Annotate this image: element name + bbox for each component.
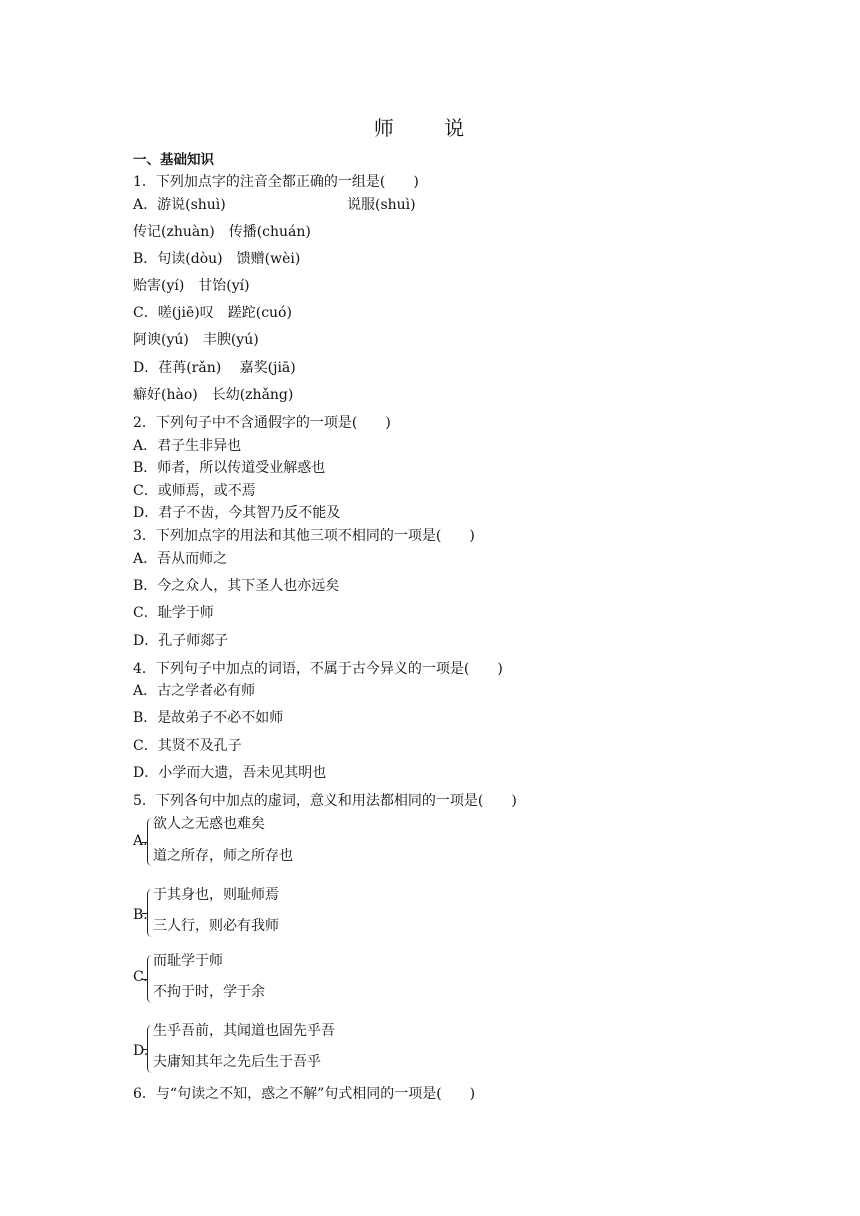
brace-line-1: 而耻学于师 <box>153 953 223 969</box>
question-1-option-a-line-1b: 说服(shuì) <box>347 197 416 213</box>
page-title: 师 说 <box>373 116 487 140</box>
question-1-stem: 1．下列加点字的注音全都正确的一组是( ) <box>133 174 419 190</box>
brace-line-1: 于其身也，则耻师焉 <box>153 887 279 903</box>
brace-line-2: 夫庸知其年之先后生于吾乎 <box>153 1054 321 1070</box>
option-label: C. <box>133 969 148 985</box>
option-label: B. <box>133 907 148 923</box>
brace-line-2: 道之所存，师之所存也 <box>153 848 293 864</box>
question-6-stem: 6．与“句读之不知，惑之不解”句式相同的一项是( ) <box>133 1086 476 1102</box>
question-1-option-d-line-2: 癖好(hào) 长幼(zhǎng) <box>133 387 294 403</box>
question-2-option-d: D．君子不齿，今其智乃反不能及 <box>133 505 341 521</box>
question-1-option-a-line-1: A．游说(shuì) <box>133 197 226 213</box>
question-5-stem: 5．下列各句中加点的虚词，意义和用法都相同的一项是( ) <box>133 793 517 809</box>
question-3-option-b: B．今之众人，其下圣人也亦远矣 <box>133 578 340 594</box>
question-1-option-a-line-2: 传记(zhuàn) 传播(chuán) <box>133 224 311 240</box>
brace-line-2: 不拘于时，学于余 <box>153 984 265 1000</box>
brace-line-1: 生乎吾前，其闻道也固先乎吾 <box>153 1023 335 1039</box>
question-3-stem: 3．下列加点字的用法和其他三项不相同的一项是( ) <box>133 528 475 544</box>
question-4-option-a: A．古之学者必有师 <box>133 683 256 699</box>
question-1-option-d-line-1: D．荏苒(rǎn) 嘉奖(jiā) <box>133 360 296 376</box>
question-2-stem: 2．下列句子中不含通假字的一项是( ) <box>133 415 391 431</box>
brace-line-1: 欲人之无惑也难矣 <box>153 816 265 832</box>
question-1-option-b-line-2: 贻害(yí) 甘饴(yí) <box>133 278 250 294</box>
question-1-option-c-line-2: 阿谀(yú) 丰腴(yú) <box>133 332 259 348</box>
question-3-option-d: D．孔子师郯子 <box>133 633 229 649</box>
brace-line-2: 三人行，则必有我师 <box>153 918 279 934</box>
question-4-option-d: D．小学而大遗，吾未见其明也 <box>133 765 327 781</box>
question-1-option-b-line-1: B．句读(dòu) 馈赠(wèi) <box>133 251 301 267</box>
question-1-option-c-line-1: C．嗟(jiē)叹 蹉跎(cuó) <box>133 305 292 321</box>
question-2-option-a: A．君子生非异也 <box>133 438 242 454</box>
question-4-option-c: C．其贤不及孔子 <box>133 738 242 754</box>
question-4-stem: 4．下列句子中加点的词语，不属于古今异义的一项是( ) <box>133 661 503 677</box>
option-label: D. <box>133 1043 149 1059</box>
option-label: A. <box>133 833 148 849</box>
question-2-option-b: B．师者，所以传道受业解惑也 <box>133 460 326 476</box>
question-2-option-c: C．或师焉，或不焉 <box>133 483 256 499</box>
section-heading: 一、基础知识 <box>133 152 214 168</box>
question-4-option-b: B．是故弟子不必不如师 <box>133 710 284 726</box>
question-3-option-c: C．耻学于师 <box>133 605 214 621</box>
question-3-option-a: A．吾从而师之 <box>133 551 228 567</box>
